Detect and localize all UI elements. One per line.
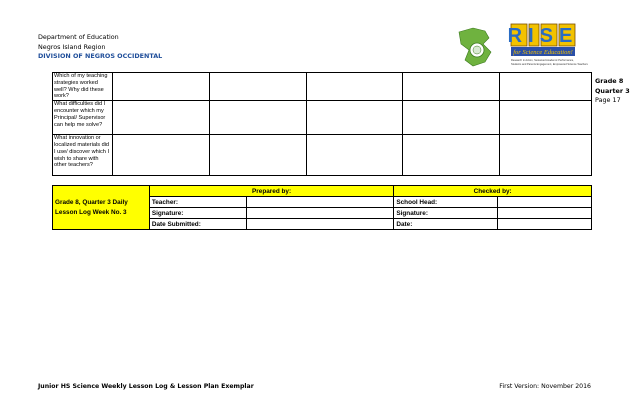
division-line: DIVISION OF NEGROS OCCIDENTAL bbox=[38, 52, 163, 61]
school-head-label: School Head: bbox=[394, 197, 498, 208]
answer-cell[interactable] bbox=[403, 135, 500, 176]
side-grade: Grade 8 bbox=[595, 77, 624, 85]
footer-title: Junior HS Science Weekly Lesson Log & Lesson Plan Exemplar bbox=[38, 383, 254, 390]
side-page: Page 17 bbox=[595, 96, 621, 105]
answer-cell[interactable] bbox=[112, 73, 209, 101]
answer-cell[interactable] bbox=[112, 101, 209, 135]
lesson-log-label: Grade 8, Quarter 3 Daily Lesson Log Week No. 3 bbox=[53, 186, 150, 230]
checked-by-header: Checked by: bbox=[394, 186, 592, 197]
answer-cell[interactable] bbox=[209, 73, 306, 101]
answer-cell[interactable] bbox=[403, 73, 500, 101]
department-line: Department of Education bbox=[38, 33, 119, 41]
date-label: Date: bbox=[394, 219, 498, 230]
date-field[interactable] bbox=[498, 219, 592, 230]
table-row bbox=[53, 101, 592, 135]
logo-fine-1: Research in Action, Sustained Academic Performance, bbox=[511, 59, 574, 62]
signature-label: Signature: bbox=[149, 208, 246, 219]
school-head-field[interactable] bbox=[498, 197, 592, 208]
row-question: What difficulties did I encounter which my Principal/ Supervisor can help me solve? bbox=[53, 101, 113, 135]
answer-cell[interactable] bbox=[306, 101, 403, 135]
region-line: Negros Island Region bbox=[38, 42, 106, 51]
date-submitted-field[interactable] bbox=[246, 219, 394, 230]
table-row bbox=[53, 135, 592, 176]
logo-tagline: for Science Education! bbox=[513, 49, 573, 56]
logo-word: RISE bbox=[507, 25, 579, 47]
answer-cell[interactable] bbox=[500, 101, 592, 135]
table-row bbox=[53, 73, 592, 101]
logo-fine-2: Students and Parents Engagement, Empowered Science Teachers bbox=[511, 63, 588, 66]
answer-cell[interactable] bbox=[209, 135, 306, 176]
answer-cell[interactable] bbox=[500, 135, 592, 176]
teacher-label: Teacher: bbox=[149, 197, 246, 208]
rise-logo bbox=[455, 22, 595, 70]
teacher-field[interactable] bbox=[246, 197, 394, 208]
prepared-by-header: Prepared by: bbox=[149, 186, 394, 197]
grade-side-label bbox=[595, 77, 630, 106]
answer-cell[interactable] bbox=[306, 135, 403, 176]
side-quarter: Quarter 3 bbox=[595, 86, 630, 95]
answer-cell[interactable] bbox=[500, 73, 592, 101]
reflection-table bbox=[52, 72, 592, 176]
signature-field[interactable] bbox=[246, 208, 394, 219]
answer-cell[interactable] bbox=[209, 101, 306, 135]
answer-cell[interactable] bbox=[403, 101, 500, 135]
signature2-label: Signature: bbox=[394, 208, 498, 219]
signature2-field[interactable] bbox=[498, 208, 592, 219]
row-question: Which of my teaching strategies worked well? Why did these work? bbox=[53, 73, 113, 101]
signoff-table bbox=[52, 185, 592, 230]
answer-cell[interactable] bbox=[112, 135, 209, 176]
date-submitted-label: Date Submitted: bbox=[149, 219, 246, 230]
document-header bbox=[38, 33, 162, 62]
row-question: What innovation or localized materials did I use/ discover which I wish to share with other teachers? bbox=[53, 135, 113, 176]
answer-cell[interactable] bbox=[306, 73, 403, 101]
footer-version: First Version: November 2016 bbox=[499, 383, 591, 390]
